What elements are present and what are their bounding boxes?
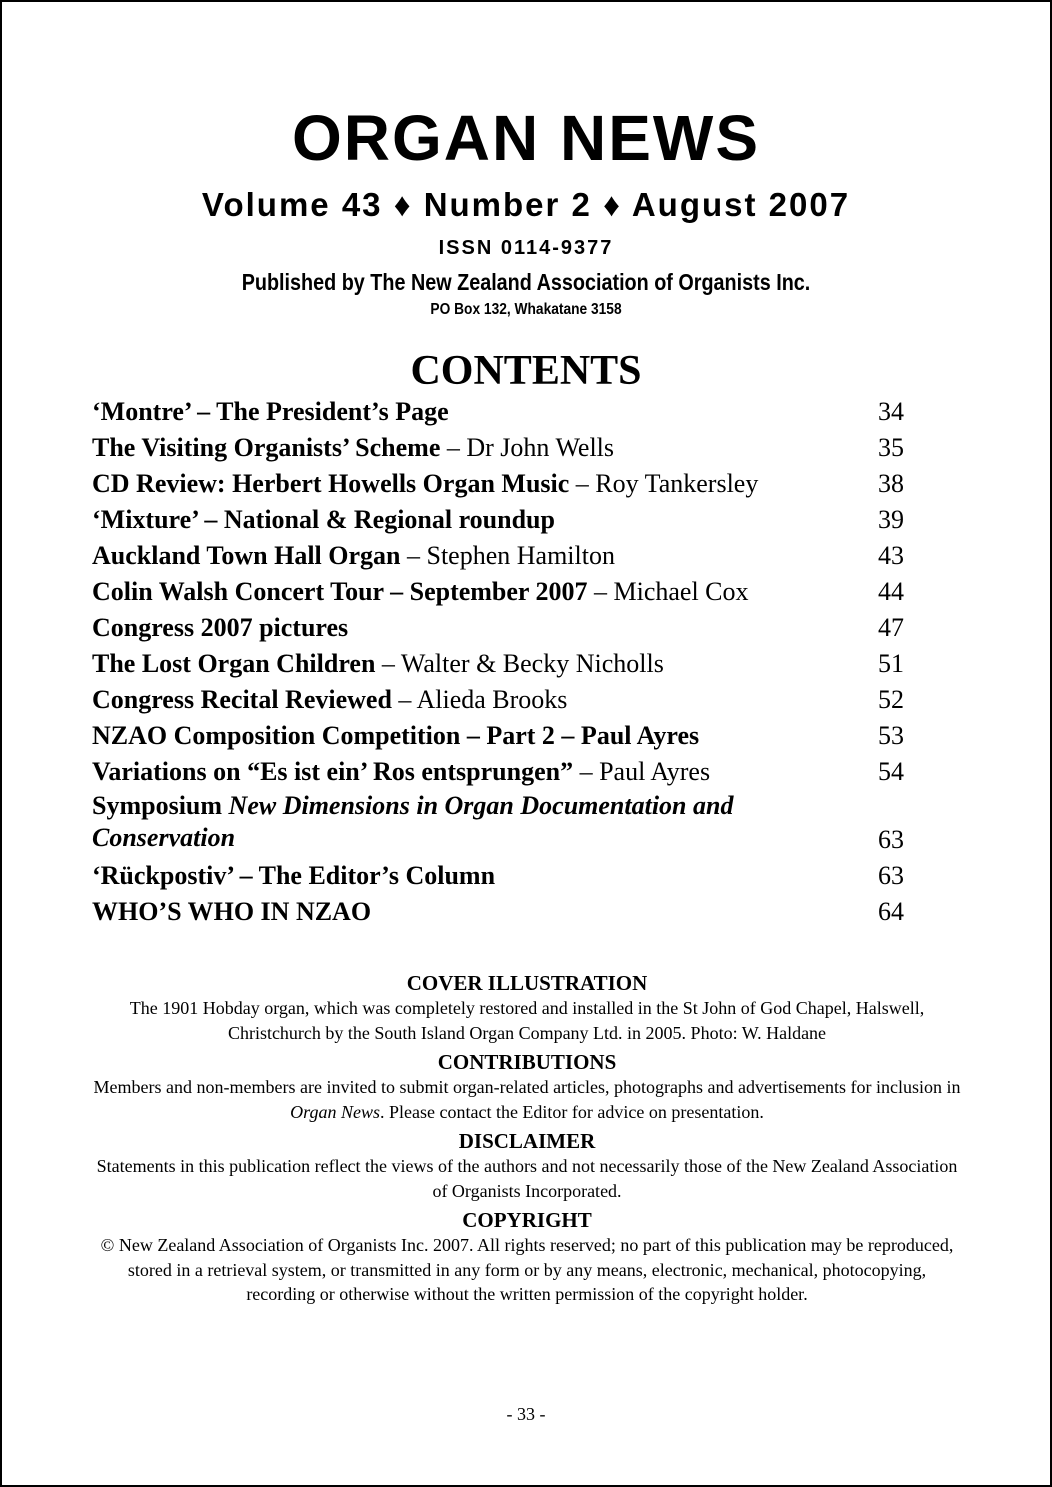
toc-entry-title: NZAO Composition Competition – Part 2 – Paul Ayres	[92, 721, 700, 750]
toc-entry-symposium	[92, 790, 904, 858]
table-of-contents	[92, 394, 904, 930]
notes-section	[92, 970, 962, 1311]
toc-entry	[92, 858, 904, 894]
disclaimer-text: Statements in this publication reflect the views of the authors and not necessarily those of the New Zealand Association of Organists Incorporated.	[96, 1156, 958, 1201]
toc-entry-page: 43	[878, 541, 904, 570]
toc-entry-author: – Roy Tankersley	[569, 469, 759, 498]
contributions-heading: CONTRIBUTIONS	[437, 1050, 617, 1074]
toc-entry	[92, 682, 904, 718]
publication-title: ORGAN NEWS	[292, 102, 760, 174]
toc-entry-title: Auckland Town Hall Organ	[92, 541, 401, 570]
contributions-text	[92, 1075, 962, 1124]
contributions-text-end: . Please contact the Editor for advice on presentation.	[379, 1101, 764, 1122]
toc-entry	[92, 894, 904, 930]
toc-entry	[92, 394, 904, 430]
contents-heading: CONTENTS	[410, 348, 642, 394]
publisher-line: Published by The New Zealand Association of Organists Inc.	[241, 269, 811, 295]
toc-entry-author: – Paul Ayres	[573, 757, 711, 786]
toc-entry-title: ‘Rückpostiv’ – The Editor’s Column	[92, 861, 496, 890]
toc-entry-page: 63	[878, 861, 904, 890]
toc-entry-author: – Stephen Hamilton	[400, 541, 615, 570]
toc-entry-page: 39	[878, 505, 904, 534]
toc-entry-page: 51	[878, 649, 904, 678]
toc-entry-page: 35	[878, 433, 904, 462]
publisher-address: PO Box 132, Whakatane 3158	[430, 301, 622, 318]
toc-entry	[92, 718, 904, 754]
toc-entry-title: The Lost Organ Children	[92, 649, 376, 678]
toc-entry-page: 63	[878, 825, 904, 854]
toc-entry-title: ‘Mixture’ – National & Regional roundup	[92, 505, 555, 534]
toc-entry-author: – Michael Cox	[587, 577, 749, 606]
toc-entry-page: 47	[878, 613, 904, 642]
toc-entry-author: – Dr John Wells	[440, 433, 615, 462]
issn: ISSN 0114-9377	[438, 237, 614, 259]
cover-illustration-heading: COVER ILLUSTRATION	[406, 971, 648, 995]
toc-entry-page: 54	[878, 757, 904, 786]
page-number: - 33 -	[506, 1404, 546, 1424]
toc-entry	[92, 430, 904, 466]
toc-entry-title: CD Review: Herbert Howells Organ Music	[92, 469, 570, 498]
toc-entry-title: Congress Recital Reviewed	[92, 685, 392, 714]
toc-entry	[92, 538, 904, 574]
toc-entry-title-italic: New Dimensions in Organ Documentation and Conservation	[92, 791, 734, 852]
copyright-heading: COPYRIGHT	[462, 1208, 592, 1232]
cover-illustration-text: The 1901 Hobday organ, which was completely restored and installed in the St John of God Chapel, Halswell, Christchurch by the South Island Organ Company Ltd. in 2005. Photo: W. Haldane	[129, 998, 925, 1043]
toc-entry-page: 53	[878, 721, 904, 750]
toc-entry-author: – Alieda Brooks	[391, 685, 568, 714]
toc-entry	[92, 574, 904, 610]
toc-entry	[92, 610, 904, 646]
toc-entry-title: Colin Walsh Concert Tour – September 2007	[92, 577, 588, 606]
toc-entry	[92, 754, 904, 790]
toc-entry-page: 44	[878, 577, 904, 606]
contributions-text-italic: Organ News	[290, 1101, 380, 1122]
toc-entry	[92, 466, 904, 502]
toc-entry-title: Symposium	[92, 791, 229, 820]
toc-entry-title: Congress 2007 pictures	[92, 613, 349, 642]
toc-entry-page: 38	[878, 469, 904, 498]
toc-entry-title: ‘Montre’ – The President’s Page	[92, 397, 449, 426]
toc-entry	[92, 502, 904, 538]
toc-entry-author: – Walter & Becky Nicholls	[375, 649, 664, 678]
toc-entry-title: Variations on “Es ist ein’ Ros entsprungen”	[92, 757, 574, 786]
toc-entry-page: 64	[878, 897, 904, 926]
disclaimer-heading: DISCLAIMER	[458, 1129, 596, 1153]
contributions-text-start: Members and non-members are invited to submit organ-related articles, photographs and advertisements for inclusion in	[93, 1077, 961, 1097]
toc-entry-page: 34	[878, 397, 904, 426]
toc-entry-title: The Visiting Organists’ Scheme	[92, 433, 441, 462]
copyright-text: © New Zealand Association of Organists Inc. 2007. All rights reserved; no part of this publication may be reproduced, stored in a retrieval system, or transmitted in any form or by any means, electronic, mechanical, photocopying, recording or otherwise without the written permission of the copyright holder.	[100, 1235, 954, 1304]
volume-line: Volume 43 ♦ Number 2 ♦ August 2007	[201, 186, 851, 223]
toc-entry-title: WHO’S WHO IN NZAO	[92, 897, 372, 926]
toc-entry-page: 52	[878, 685, 904, 714]
toc-entry	[92, 646, 904, 682]
